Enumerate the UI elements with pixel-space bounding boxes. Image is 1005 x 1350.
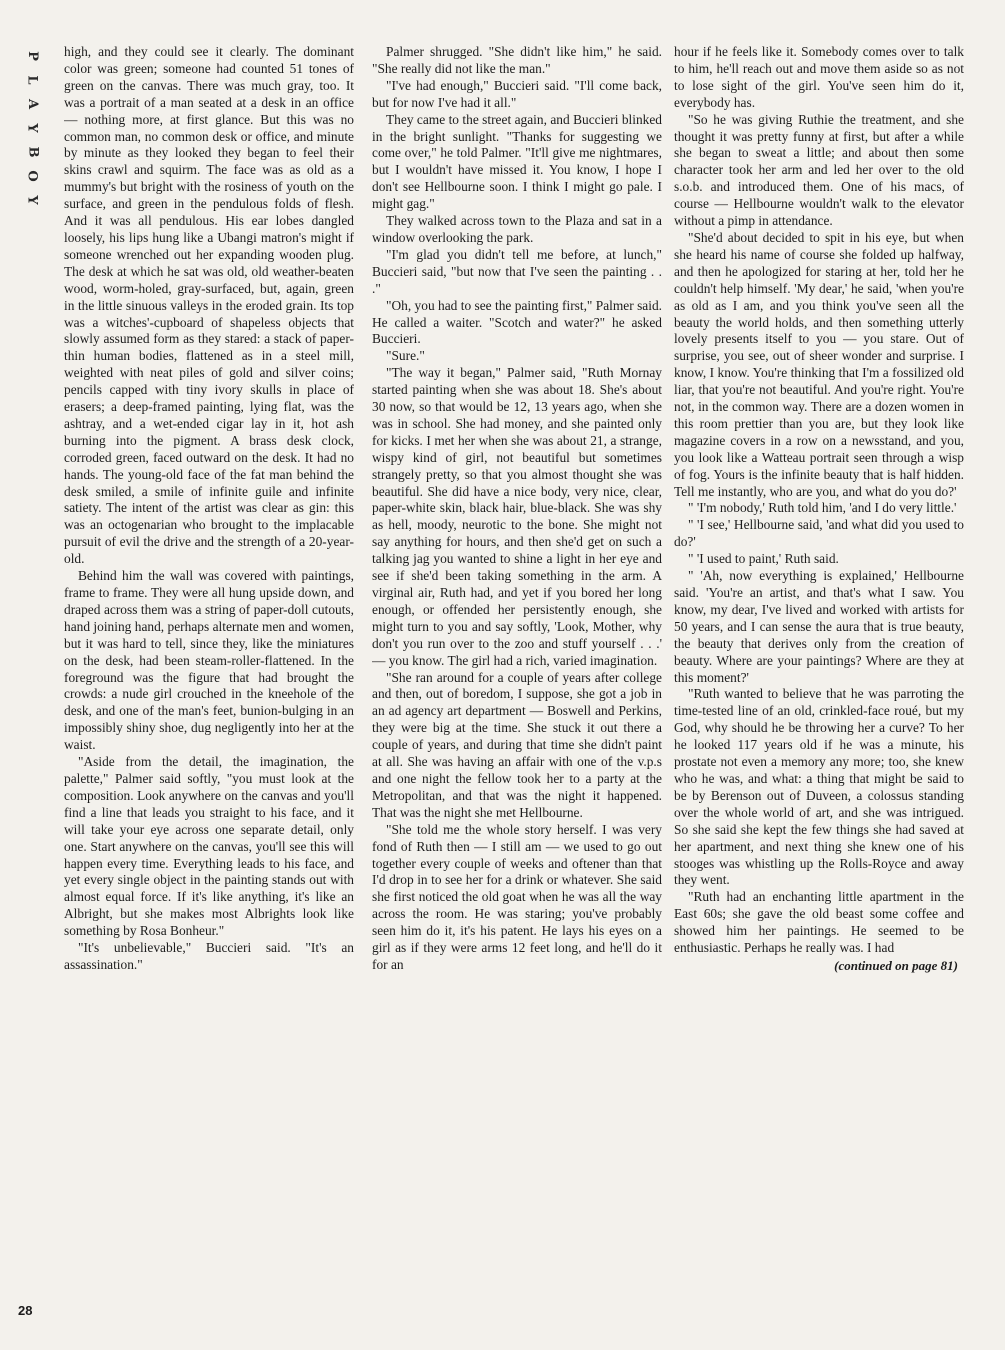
paragraph: high, and they could see it clearly. The dominant color was green; someone had counted 51 tones of green on the canvas. There was much gray, too. It was a portrait of a man seated at a desk in an office — nothing more, at first glance. But this was no common man, no common desk or office, and minute by minute as they looked they began to feel their skins crawl and squirm. The face was as old as a mummy's but bright with the rosiness of youth on the surface, and green in the pendulous folds of flesh. And it was all pendulous. His ear lobes dangled loosely, his lips hung like a Ubangi matron's might if someone wrenched out her expanding wooden plug. The desk at which he sat was old, old weather-beaten wood, worm-holed, gray-surfaced, but, again, green in the little sinuous valleys in the eroded grain. Its top was a witches'-cupboard of shapeless objects that slowly assumed form as they stared: a stack of paper-thin human bodies, flattened as in a steel mill, weighted with neat piles of gold and silver coins; pencils capped with tiny ivory skulls in place of erasers; a deep-framed painting, lying flat, was the ashtray, and a wet-ended cigar lay in it, hot ash burning into the pigment. A brass desk clock, corroded green, faced outward on the desk. It had no hands. The young-old face of the fat man behind the desk smiled, a smile of infinite guile and infinite satiety. The intent of the artist was clear as gin: this was an octogenarian who brought to the implacable pursuit of evil the drive and the strength of a 20-year-old. — [64, 44, 354, 567]
paragraph: hour if he feels like it. Somebody comes over to talk to him, he'll reach out and move them aside so as not to lose sight of the girl. You've seen him do it, everybody has. — [674, 44, 964, 110]
paragraph: Palmer shrugged. "She didn't like him," he said. "She really did not like the man." — [372, 44, 662, 76]
paragraph: "So he was giving Ruthie the treatment, and she thought it was pretty funny at first, but after a while she began to sweat a little; and about then some character took her arm and led her over to the old s.o.b. and introduced them. One of his macs, of course — Hellbourne wouldn't walk to the elevator without a pimp in attendance. — [674, 111, 964, 229]
paragraph: They came to the street again, and Buccieri blinked in the bright sunlight. "Thanks for suggesting we come over," he told Palmer. "It'll give me nightmares, but I wouldn't have missed it. You know, I hope I don't see Hellbourne soon. I think I might go pale. I might gag." — [372, 111, 662, 212]
continued-on-note: (continued on page 81) — [834, 957, 958, 973]
masthead-letter: A — [25, 98, 40, 110]
paragraph: "Aside from the detail, the imagination, the palette," Palmer said softly, "you must look at the composition. Look anywhere on the canvas and you'll find a line that leads you straight to his face, and it will take your eye across one separate detail, only one. Start anywhere on the canvas, you'll see this will happen every time. Everything leads to his face, and yet every single object in the painting stands out with almost equal force. If it's like anything, it's like an Albright, but she makes most Albrights look like something by Rosa Bonheur." — [64, 754, 354, 939]
paragraph: "Ruth wanted to believe that he was parroting the time-tested line of an old, crinkled-face roué, but my God, why should he be throwing her a curve? To her he looked 117 years old if he was a minute, his prostate not even a memory any more; too, she knew who he was, and what: a thing that might be said to be by Berenson out of Duveen, a colossus standing over the whole world of art, and she was intrigued. So she said she kept the few things she had saved at her apartment, and next thing she knew one of his stooges was whistling up the Rolls-Royce and away they went. — [674, 686, 964, 888]
paragraph: "She told me the whole story herself. I was very fond of Ruth then — I still am — we used to go out together every couple of weeks and oftener than that I'd drop in to see her for a drink or whatever. She said she first noticed the old goat when he was all the way across the room. He was staring; you've probably seen him do it, it's his patent. He lays his eyes on a girl as if they were arms 12 feet long, and he'll do it for an — [372, 821, 662, 972]
text-column-3 — [674, 44, 964, 1324]
paragraph: "The way it began," Palmer said, "Ruth Mornay started painting when she was about 18. She's about 30 now, so that would be 12, 13 years ago, when she was in school. She had money, and she painted only for kicks. I met her when she was about 21, a strange, wispy kind of girl, not beautiful but sometimes strangely pretty, so that you almost thought she was beautiful. She did have a nice body, very nice, clear, paper-white skin, black hair, blue-black. She was shy as hell, moody, neurotic to the bone. She might not say anything for hours, and then she'd get on such a talking jag you wanted to shine a light in her eye and see if she'd been taking something in the arm. A virginal air, Ruth had, and yet if you bored her long enough, or offended her persistently enough, she might turn to you and say softly, 'Look, Mother, why don't you run over to the zoo and stuff yourself . . .' — you know. The girl had a rich, varied imagination. — [372, 365, 662, 668]
paragraph: "She ran around for a couple of years after college and then, out of boredom, I suppose, she got a job in an ad agency art department — Boswell and Perkins, they were big at the time. She stuck it out there a couple of years, and during that time she didn't paint at all. She was having an affair with one of the v.p.s and one night the fellow took her to a party at the Metropolitan, and that was the night it happened. That was the night she met Hellbourne. — [372, 669, 662, 820]
paragraph: " 'I used to paint,' Ruth said. — [688, 551, 839, 567]
text-column-2 — [372, 44, 662, 1324]
masthead-letter: P — [25, 51, 40, 61]
paragraph: "She'd about decided to spit in his eye, but when she heard his name of course she folded up halfway, and then he apologized for staring at her, told her he couldn't help himself. 'My dear,' he said, 'when you're as old as I am, and you think you've seen all the beauty the world holds, and then something utterly lovely presents itself to you — you stare. Out of surprise, you see, out of sheer wonder and surprise. I know, I know. You're thinking that I'm a fossilized old liar, that you're not beautiful. And you're right. You're not, in the common way. There are a dozen women in this room prettier than you are, but they look like magazine covers in a row on a newsstand, and you, you look like a Watteau portrait seen through a wisp of fog. Yours is the infinite beauty that is half hidden. Tell me instantly, who are you, and what do you do?' — [674, 229, 964, 499]
page-number: 28 — [18, 1303, 33, 1318]
masthead-letter: L — [24, 75, 40, 85]
paragraph: " 'I'm nobody,' Ruth told him, 'and I do very little.' — [688, 500, 957, 516]
masthead-letter: B — [25, 146, 40, 158]
paragraph: " 'I see,' Hellbourne said, 'and what did you used to do?' — [674, 517, 964, 550]
masthead-letter: Y — [25, 123, 40, 133]
paragraph: "It's unbelievable," Buccieri said. "It's an assassination." — [64, 940, 354, 972]
masthead-letter: Y — [25, 195, 40, 205]
masthead-letter: O — [24, 170, 40, 182]
text-column-1 — [64, 44, 354, 1324]
masthead — [14, 44, 50, 212]
paragraph: "I've had enough," Buccieri said. "I'll come back, but for now I've had it all." — [372, 77, 662, 110]
paragraph: "Oh, you had to see the painting first," Palmer said. He called a waiter. "Scotch and water?" he asked Buccieri. — [372, 297, 662, 347]
paragraph: "I'm glad you didn't tell me before, at lunch," Buccieri said, "but now that I've seen the painting . . ." — [372, 246, 662, 296]
paragraph: They walked across town to the Plaza and sat in a window overlooking the park. — [372, 213, 662, 245]
paragraph: "Ruth had an enchanting little apartment in the East 60s; she gave the old beast some coffee and showed him her paintings. He seemed to be enthusiastic. Perhaps he really was. I had — [674, 889, 964, 956]
paragraph: Behind him the wall was covered with paintings, frame to frame. They were all hung upside down, and draped across them was a string of paper-doll cutouts, hand joining hand, perhaps alternate men and women, but it was hard to tell, since they, like the miniatures on the desk, had been steam-roller-flattened. In the foreground was the figure that had brought the crowds: a nude girl crouched in the kneehole of the desk, and one of the man's feet, bunion-bulging in an impossibly shiny shoe, dug negligently into her at the waist. — [64, 568, 354, 753]
paragraph: " 'Ah, now everything is explained,' Hellbourne said. 'You're an artist, and that's what I saw. You know, my dear, I've lived and worked with artists for 50 years, and I can sense the aura that is true beauty, the beauty that derives only from the creation of beauty. Where are your paintings? Where are they at this moment?' — [674, 568, 964, 685]
paragraph: "Sure." — [386, 348, 425, 364]
